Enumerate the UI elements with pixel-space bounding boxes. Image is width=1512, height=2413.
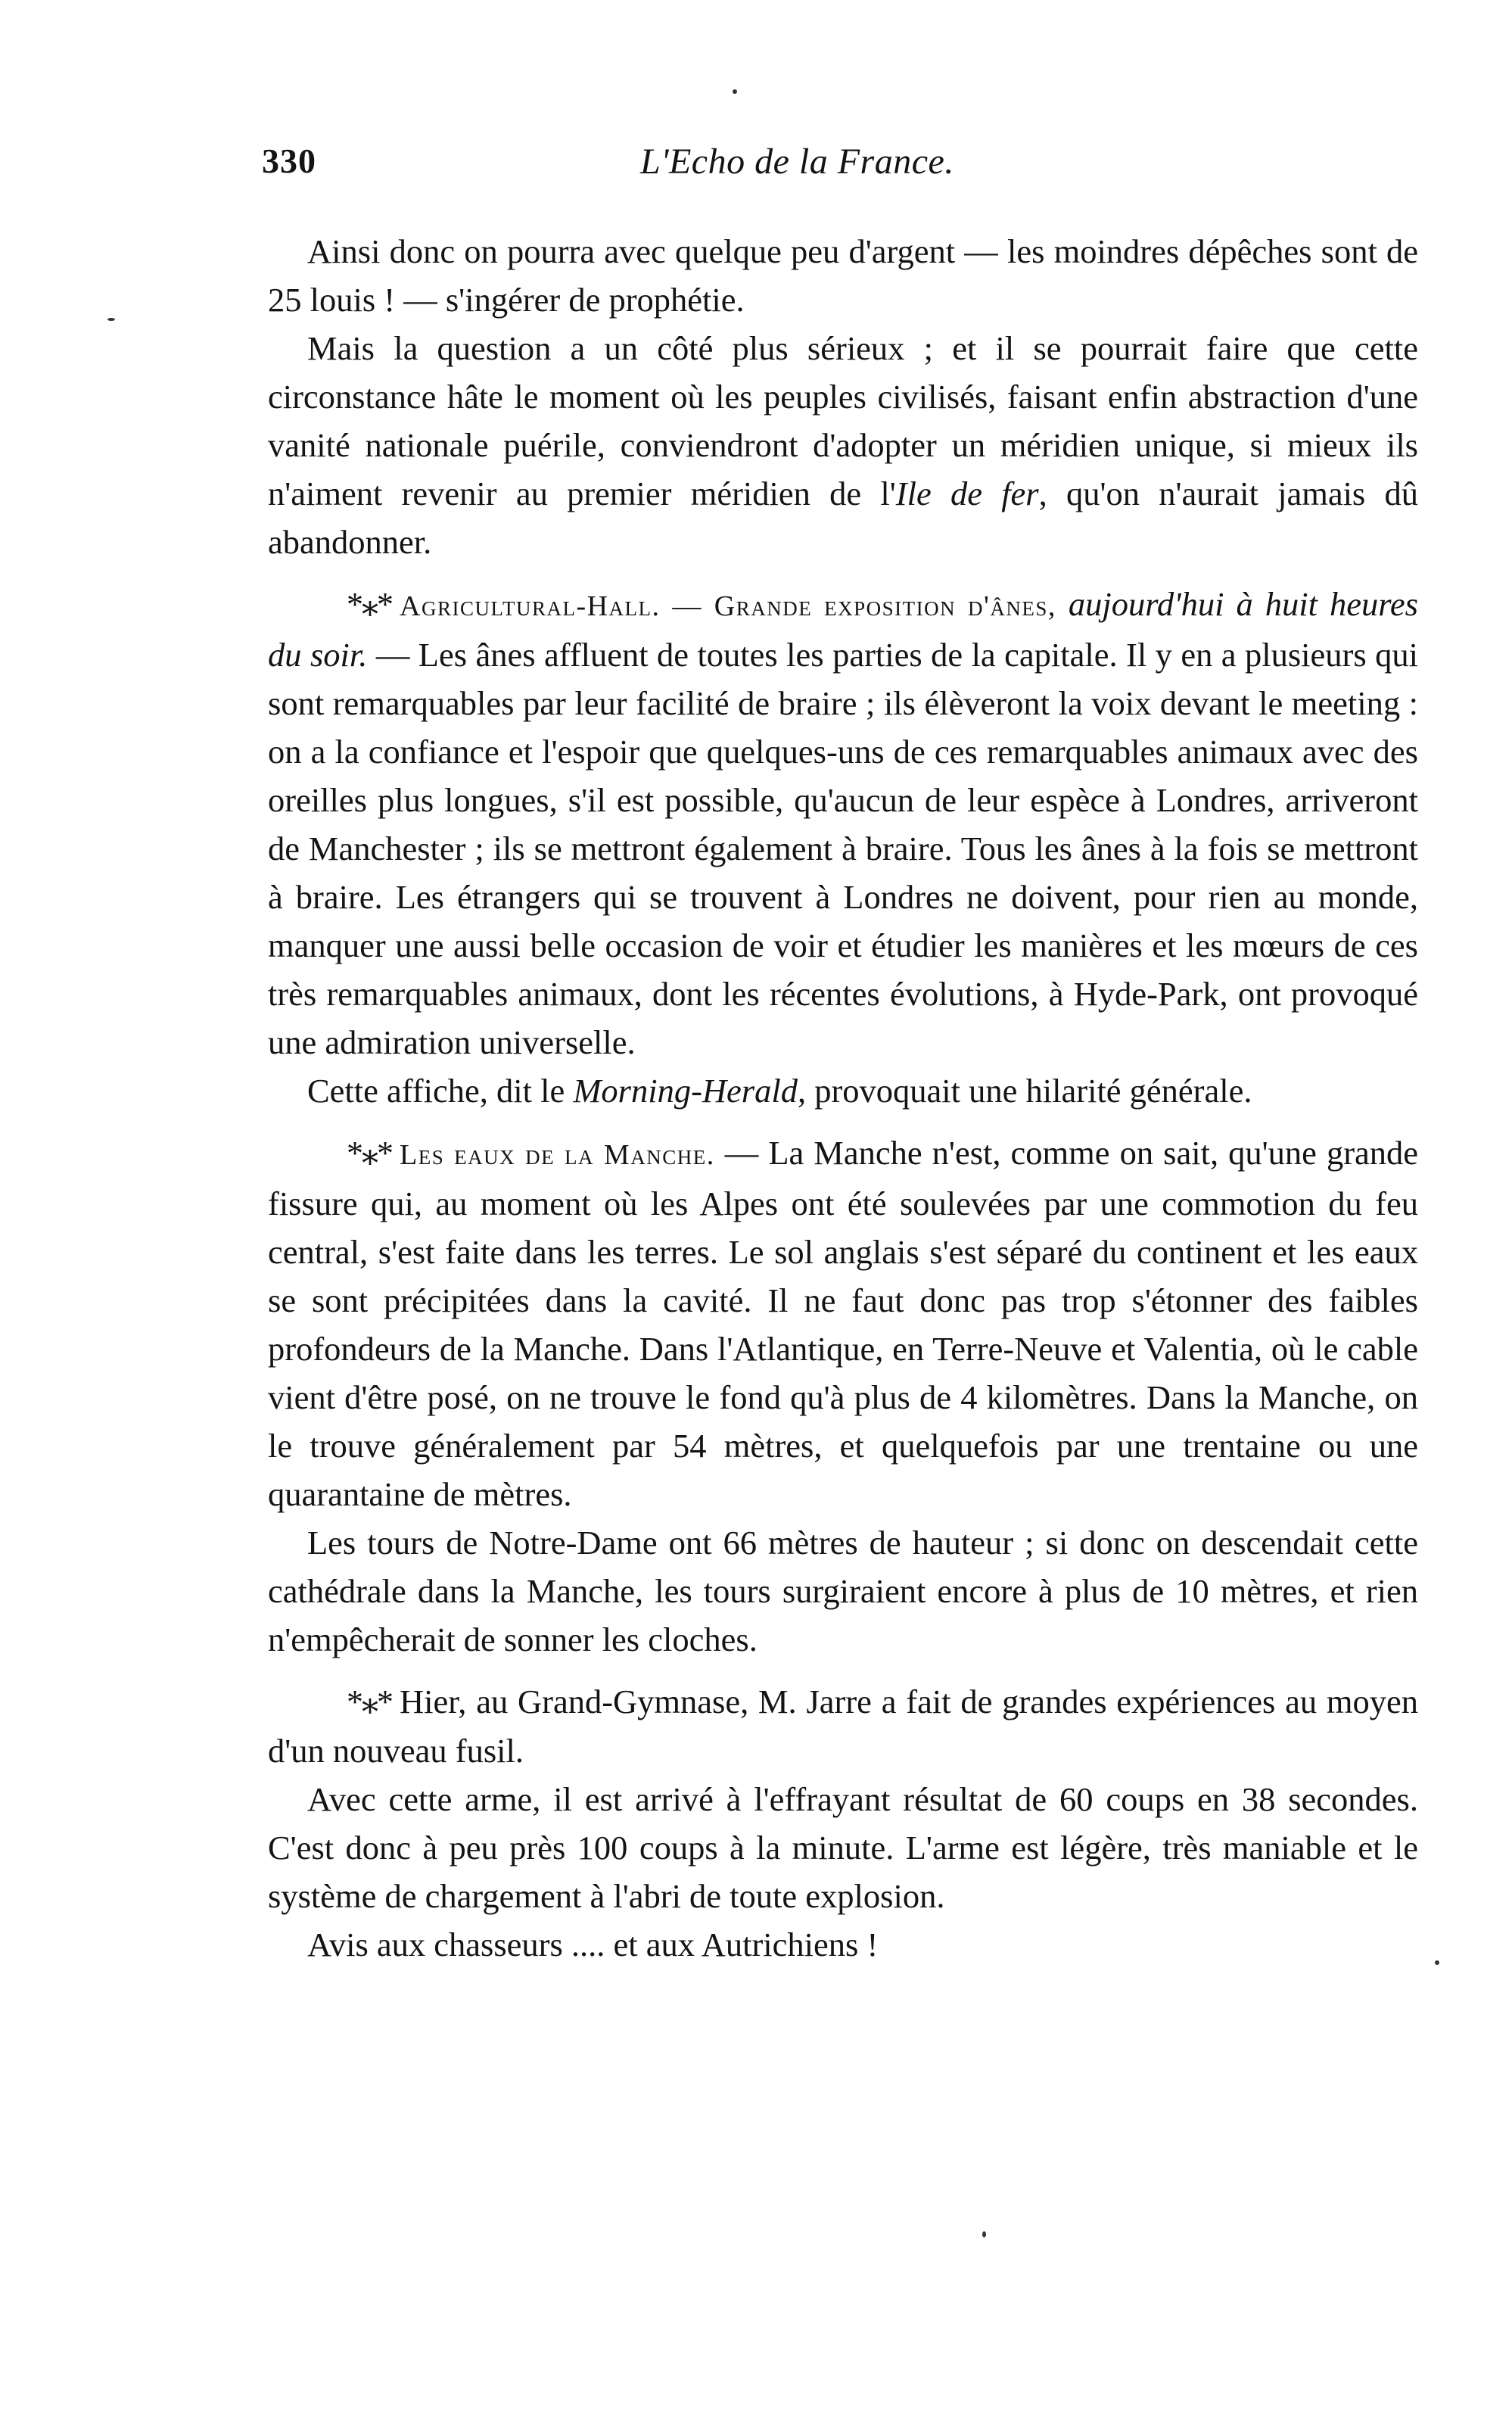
page-header: [262, 141, 1412, 201]
paragraph-eaux-manche: [268, 1129, 1418, 1518]
paragraph-text: Hier, au Grand-Gymnase, M. Jarre a fait de grandes expériences au moyen d'un nouveau fusil.: [268, 1683, 1418, 1770]
paragraph-fusil: [268, 1775, 1418, 1920]
paragraph-text: Avec cette arme, il est arrivé à l'effrayant résultat de 60 coups en 38 secondes. C'est donc à peu près 100 coups à la minute. L'arme est légère, très maniable et le système de chargement à l'abri de toute explosion.: [268, 1780, 1418, 1915]
paragraph-grand-gymnase: [268, 1677, 1418, 1775]
page-number: 330: [262, 142, 316, 180]
running-title: L'Echo de la France.: [640, 142, 954, 182]
paragraph-text: Avis aux chasseurs .... et aux Autrichiens !: [307, 1926, 879, 1963]
newspaper-name: Morning-Herald: [573, 1072, 798, 1110]
ink-speck-bottom: [982, 2231, 986, 2237]
paragraph-text: Cette affiche, dit le: [307, 1072, 565, 1110]
article-body: [268, 227, 1418, 1969]
ink-speck-top: [733, 89, 737, 94]
paragraph-text: Ainsi donc on pourra avec quelque peu d'argent — les moindres dépêches sont de 25 louis ! — s'ingérer de prophétie.: [268, 232, 1418, 319]
asterism-icon: *⁎*: [347, 586, 392, 623]
paragraph-meridien: [268, 324, 1418, 566]
asterism-icon: *⁎*: [347, 1683, 392, 1720]
section-heading: Agricultural-Hall. — Grande exposition d'ânes,: [400, 590, 1056, 622]
paragraph-text: Mais la question a un côté plus sérieux ; et il se pourrait faire que cette circonstance hâte le moment où les peuples civilisés, faisant enfin abstraction d'une vanité nationale puérile, conviendront d'adopter un méridien unique, si mieux ils n'aiment revenir au premier méridien de l': [268, 329, 1418, 512]
paragraph-text: — La Manche n'est, comme on sait, qu'une grande fissure qui, au moment où les Alpes ont été soulevées par une commotion du feu central, s'est faite dans les terres. Le sol anglais s'est séparé du continent et les eaux se sont précipitées dans la cavité. Il ne faut donc pas trop s'étonner des faibles profondeurs de la Manche. Dans l'Atlantique, en Terre-Neuve et Valentia, où le cable vient d'être posé, on ne trouve le fond qu'à plus de 4 kilomètres. Dans la Manche, on le trouve généralement par 54 mètres, et quelquefois par une trentaine ou une quarantaine de mètres.: [268, 1134, 1419, 1513]
paragraph-text: , qu'on n'aurait jamais dû abandonner.: [268, 475, 1418, 561]
paragraph-agricultural-hall: [268, 580, 1418, 1066]
ink-speck-left: [107, 318, 115, 321]
italic-phrase: Ile de fer: [895, 475, 1039, 512]
paragraph-text: — Les ânes affluent de toutes les parties de la capitale. Il y en a plusieurs qui sont remarquables par leur facilité de braire ; ils élèveront la voix devant le meeting : on a la confiance et l'espoir que quelques-uns de ces remarquables animaux avec des oreilles plus longues, s'il est possible, qu'aucun de leur espèce à Londres, arriveront de Manchester ; ils se mettront également à braire. Tous les ânes à la fois se mettront à braire. Les étrangers qui se trouvent à Londres ne doivent, pour rien au monde, manquer une aussi belle occasion de voir et étudier les manières et les mœurs de ces très remarquables animaux, dont les récentes évolutions, à Hyde-Park, ont provoqué une admiration universelle.: [268, 636, 1418, 1061]
paragraph-prophetie: [268, 227, 1418, 324]
paragraph-text: , provoquait une hilarité générale.: [797, 1072, 1252, 1110]
paragraph-affiche: [268, 1066, 1418, 1115]
section-heading: Les eaux de la Manche.: [400, 1139, 715, 1171]
paragraph-notre-dame: [268, 1518, 1418, 1664]
italic-phrase: aujourd'hui à huit heures du soir.: [268, 585, 1419, 674]
paragraph-text: Les tours de Notre-Dame ont 66 mètres de hauteur ; si donc on descendait cette cathédrale dans la Manche, les tours surgiraient encore à plus de 10 mètres, et rien n'empêcherait de sonner les cloches.: [268, 1524, 1418, 1658]
paragraph-avis: [268, 1920, 1418, 1969]
ink-speck-right: [1435, 1960, 1439, 1965]
asterism-icon: *⁎*: [347, 1135, 392, 1172]
